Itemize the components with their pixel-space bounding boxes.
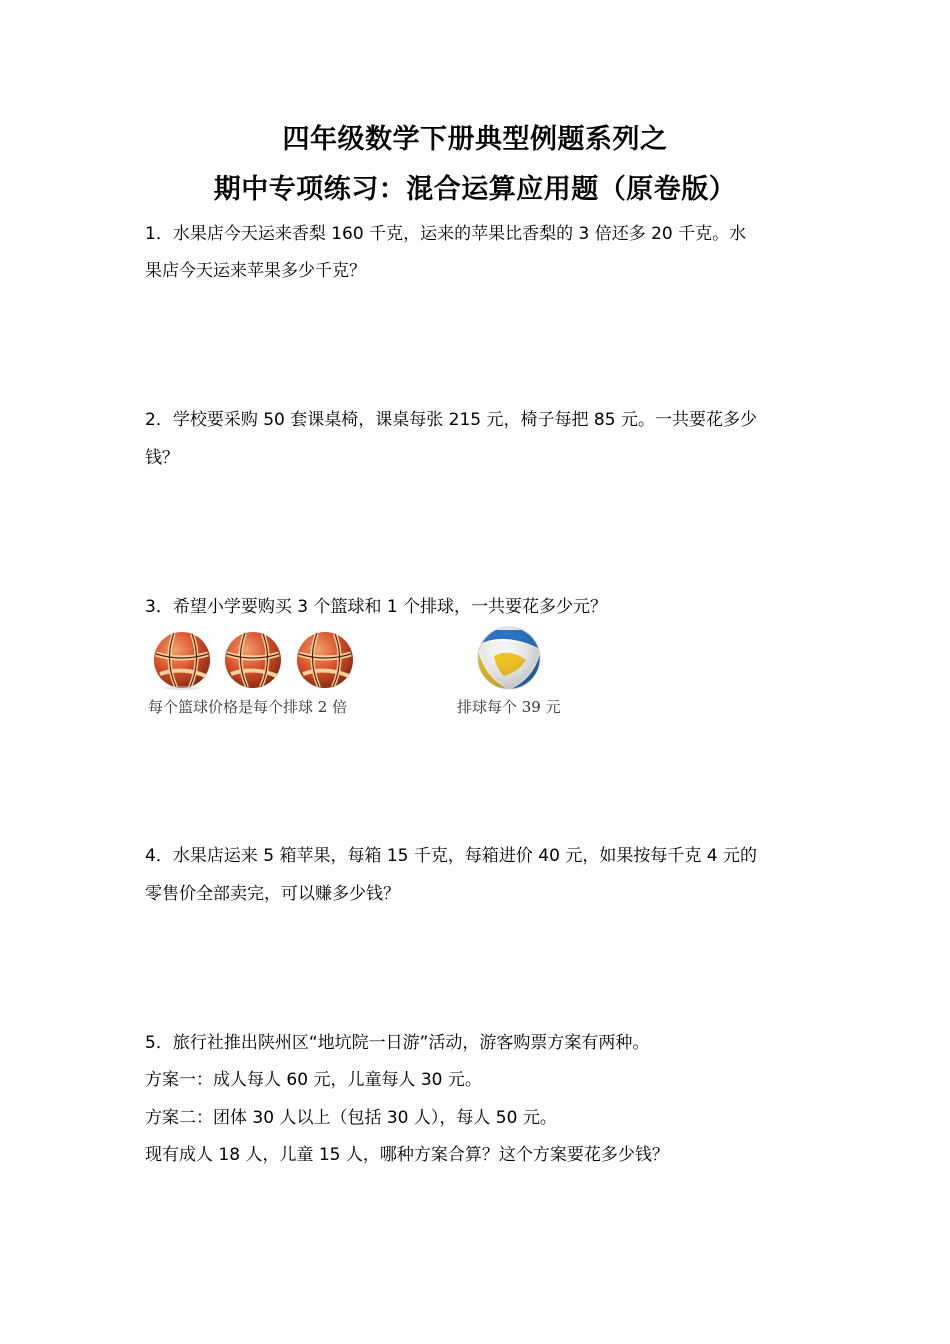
volleyball-caption: 排球每个 39 元: [457, 698, 561, 716]
document-title: 四年级数学下册典型例题系列之: [282, 124, 668, 155]
question-text-line: 钱？: [145, 448, 179, 468]
question-text-line: 果店今天运来苹果多少千克？: [145, 261, 366, 281]
document-subtitle: 期中专项练习：混合运算应用题（原卷版）: [213, 174, 737, 205]
question-text-line: 1．水果店今天运来香梨 160 千克，运来的苹果比香梨的 3 倍还多 20 千克。水: [145, 224, 747, 244]
question-text-line: 现有成人 18 人，儿童 15 人，哪种方案合算？这个方案要花多少钱？: [145, 1145, 669, 1165]
basketball-icon: [223, 630, 283, 690]
question-text-line: 2．学校要采购 50 套课桌椅，课桌每张 215 元，椅子每把 85 元。一共要花多少: [145, 410, 757, 430]
question-text-line: 5．旅行社推出陕州区“地坑院一日游”活动，游客购票方案有两种。: [145, 1033, 650, 1053]
volleyball-icon: [474, 626, 544, 692]
plan-two-text: 方案二：团体 30 人以上（包括 30 人），每人 50 元。: [145, 1108, 557, 1128]
question-text-line: 4．水果店运来 5 箱苹果，每箱 15 千克，每箱进价 40 元，如果按每千克 4 元的: [145, 846, 757, 866]
basketball-caption: 每个篮球价格是每个排球 2 倍: [148, 698, 348, 716]
question-text-line: 3．希望小学要购买 3 个篮球和 1 个排球，一共要花多少元？: [145, 597, 608, 617]
plan-one-text: 方案一：成人每人 60 元，儿童每人 30 元。: [145, 1070, 482, 1090]
question-text-line: 零售价全部卖完，可以赚多少钱？: [145, 884, 400, 904]
basketball-icon: [295, 630, 355, 690]
basketball-icon: [152, 630, 212, 690]
